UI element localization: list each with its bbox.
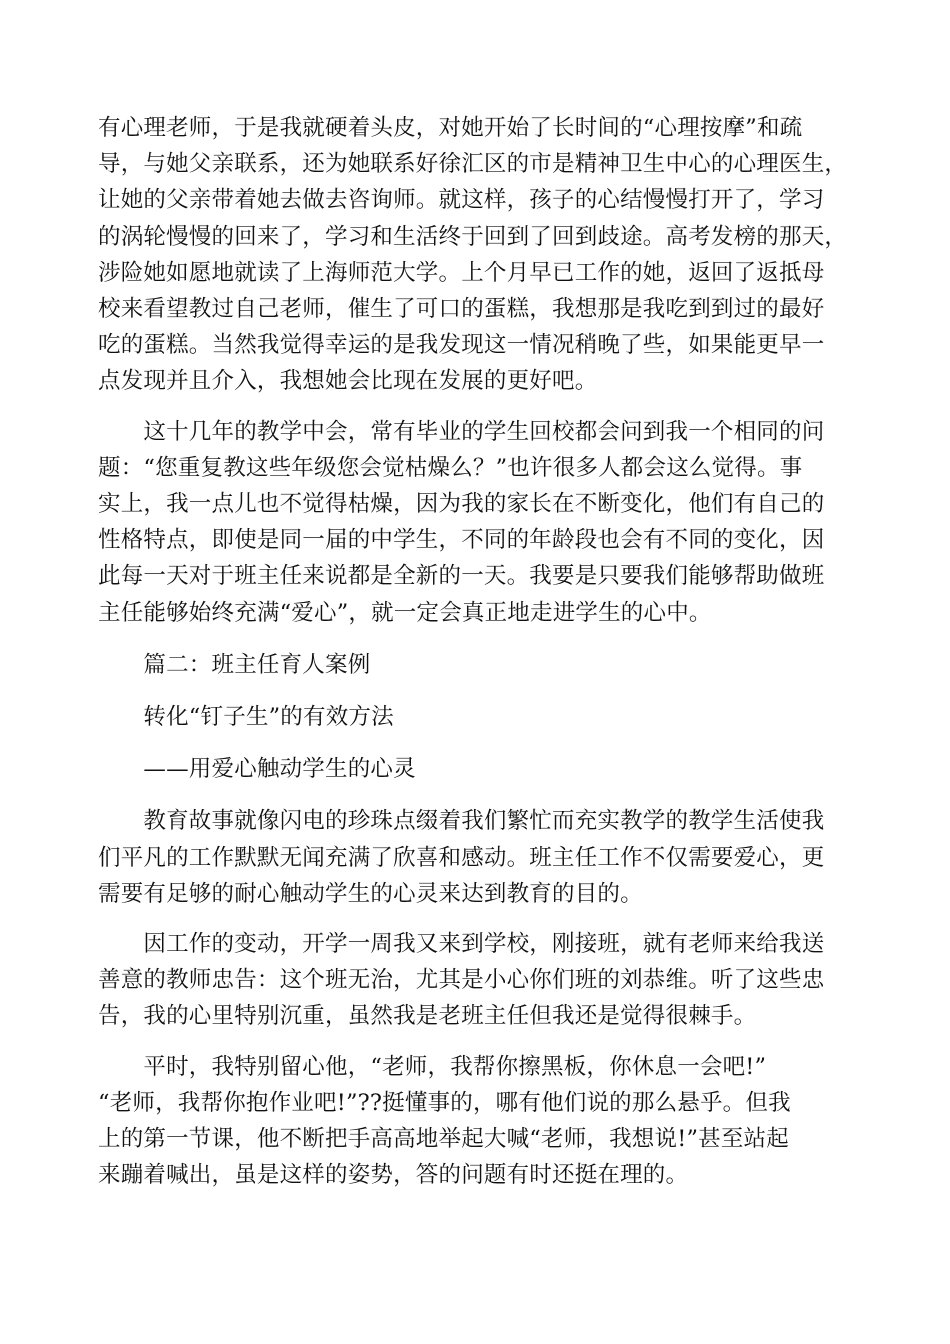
- text-line: 的涡轮慢慢的回来了，学习和生活终于回到了回到歧途。高考发榜的那天，: [98, 223, 848, 250]
- text-line: 点发现并且介入，我想她会比现在发展的更好吧。: [98, 368, 598, 395]
- text-line: 上的第一节课，他不断把手高高地举起大喊“老师，我想说!”甚至站起: [98, 1126, 789, 1153]
- text-line: 让她的父亲带着她去做去咨询师。就这样，孩子的心结慢慢打开了，学习: [98, 187, 825, 214]
- text-line: 有心理老师，于是我就硬着头皮，对她开始了长时间的“心理按摩”和疏: [98, 115, 803, 141]
- text-line: 教育故事就像闪电的珍珠点缀着我们繁忙而充实教学的教学生活使我: [98, 808, 825, 835]
- paragraph-6: [98, 803, 853, 912]
- text-line: 篇二：班主任育人案例: [98, 651, 371, 678]
- text-line: 题：“您重复教这些年级您会觉枯燥么？”也许很多人都会这么觉得。事: [98, 454, 803, 481]
- paragraph-8: [98, 1049, 853, 1194]
- text-line: 转化“钉子生”的有效方法: [98, 704, 394, 731]
- paragraph-1: [98, 110, 853, 400]
- text-line: 这十几年的教学中会，常有毕业的学生回校都会问到我一个相同的问: [98, 418, 825, 445]
- text-line: ——用爱心触动学生的心灵: [98, 756, 416, 783]
- text-line: 此每一天对于班主任来说都是全新的一天。我要是只要我们能够帮助做班: [98, 563, 825, 590]
- paragraph-7: [98, 926, 853, 1035]
- text-line: 吃的蛋糕。当然我觉得幸运的是我发现这一情况稍晚了些，如果能更早一: [98, 332, 825, 359]
- article-subtitle: [98, 751, 853, 787]
- text-line: 告，我的心里特别沉重，虽然我是老班主任但我还是觉得很棘手。: [98, 1003, 757, 1030]
- text-line: 因工作的变动，开学一周我又来到学校，刚接班，就有老师来给我送: [98, 931, 825, 958]
- text-line: 导，与她父亲联系，还为她联系好徐汇区的市是精神卫生中心的心理医生，: [98, 151, 848, 178]
- text-line: 涉险她如愿地就读了上海师范大学。上个月早已工作的她，返回了返抵母: [98, 259, 825, 286]
- text-line: 校来看望教过自己老师，催生了可口的蛋糕，我想那是我吃到到过的最好: [98, 296, 825, 323]
- text-line: “老师，我帮你抱作业吧!”??挺懂事的，哪有他们说的那么悬乎。但我: [98, 1089, 791, 1116]
- text-line: 需要有足够的耐心触动学生的心灵来达到教育的目的。: [98, 880, 643, 907]
- document-page: [98, 110, 853, 1193]
- text-line: 来蹦着喊出，虽是这样的姿势，答的问题有时还挺在理的。: [98, 1162, 689, 1189]
- section-heading: [98, 647, 853, 683]
- text-line: 平时，我特别留心他，“老师，我帮你擦黑板，你休息一会吧!”: [98, 1053, 767, 1080]
- text-line: 善意的教师忠告：这个班无治，尤其是小心你们班的刘恭维。听了这些忠: [98, 967, 825, 994]
- text-line: 主任能够始终充满“爱心”，就一定会真正地走进学生的心中。: [98, 599, 712, 626]
- text-line: 们平凡的工作默默无闻充满了欣喜和感动。班主任工作不仅需要爱心，更: [98, 844, 825, 871]
- article-title: [98, 699, 853, 735]
- text-line: 性格特点，即使是同一届的中学生，不同的年龄段也会有不同的变化，因: [98, 527, 825, 554]
- text-line: 实上，我一点儿也不觉得枯燥，因为我的家长在不断变化，他们有自己的: [98, 491, 825, 518]
- paragraph-2: [98, 414, 853, 631]
